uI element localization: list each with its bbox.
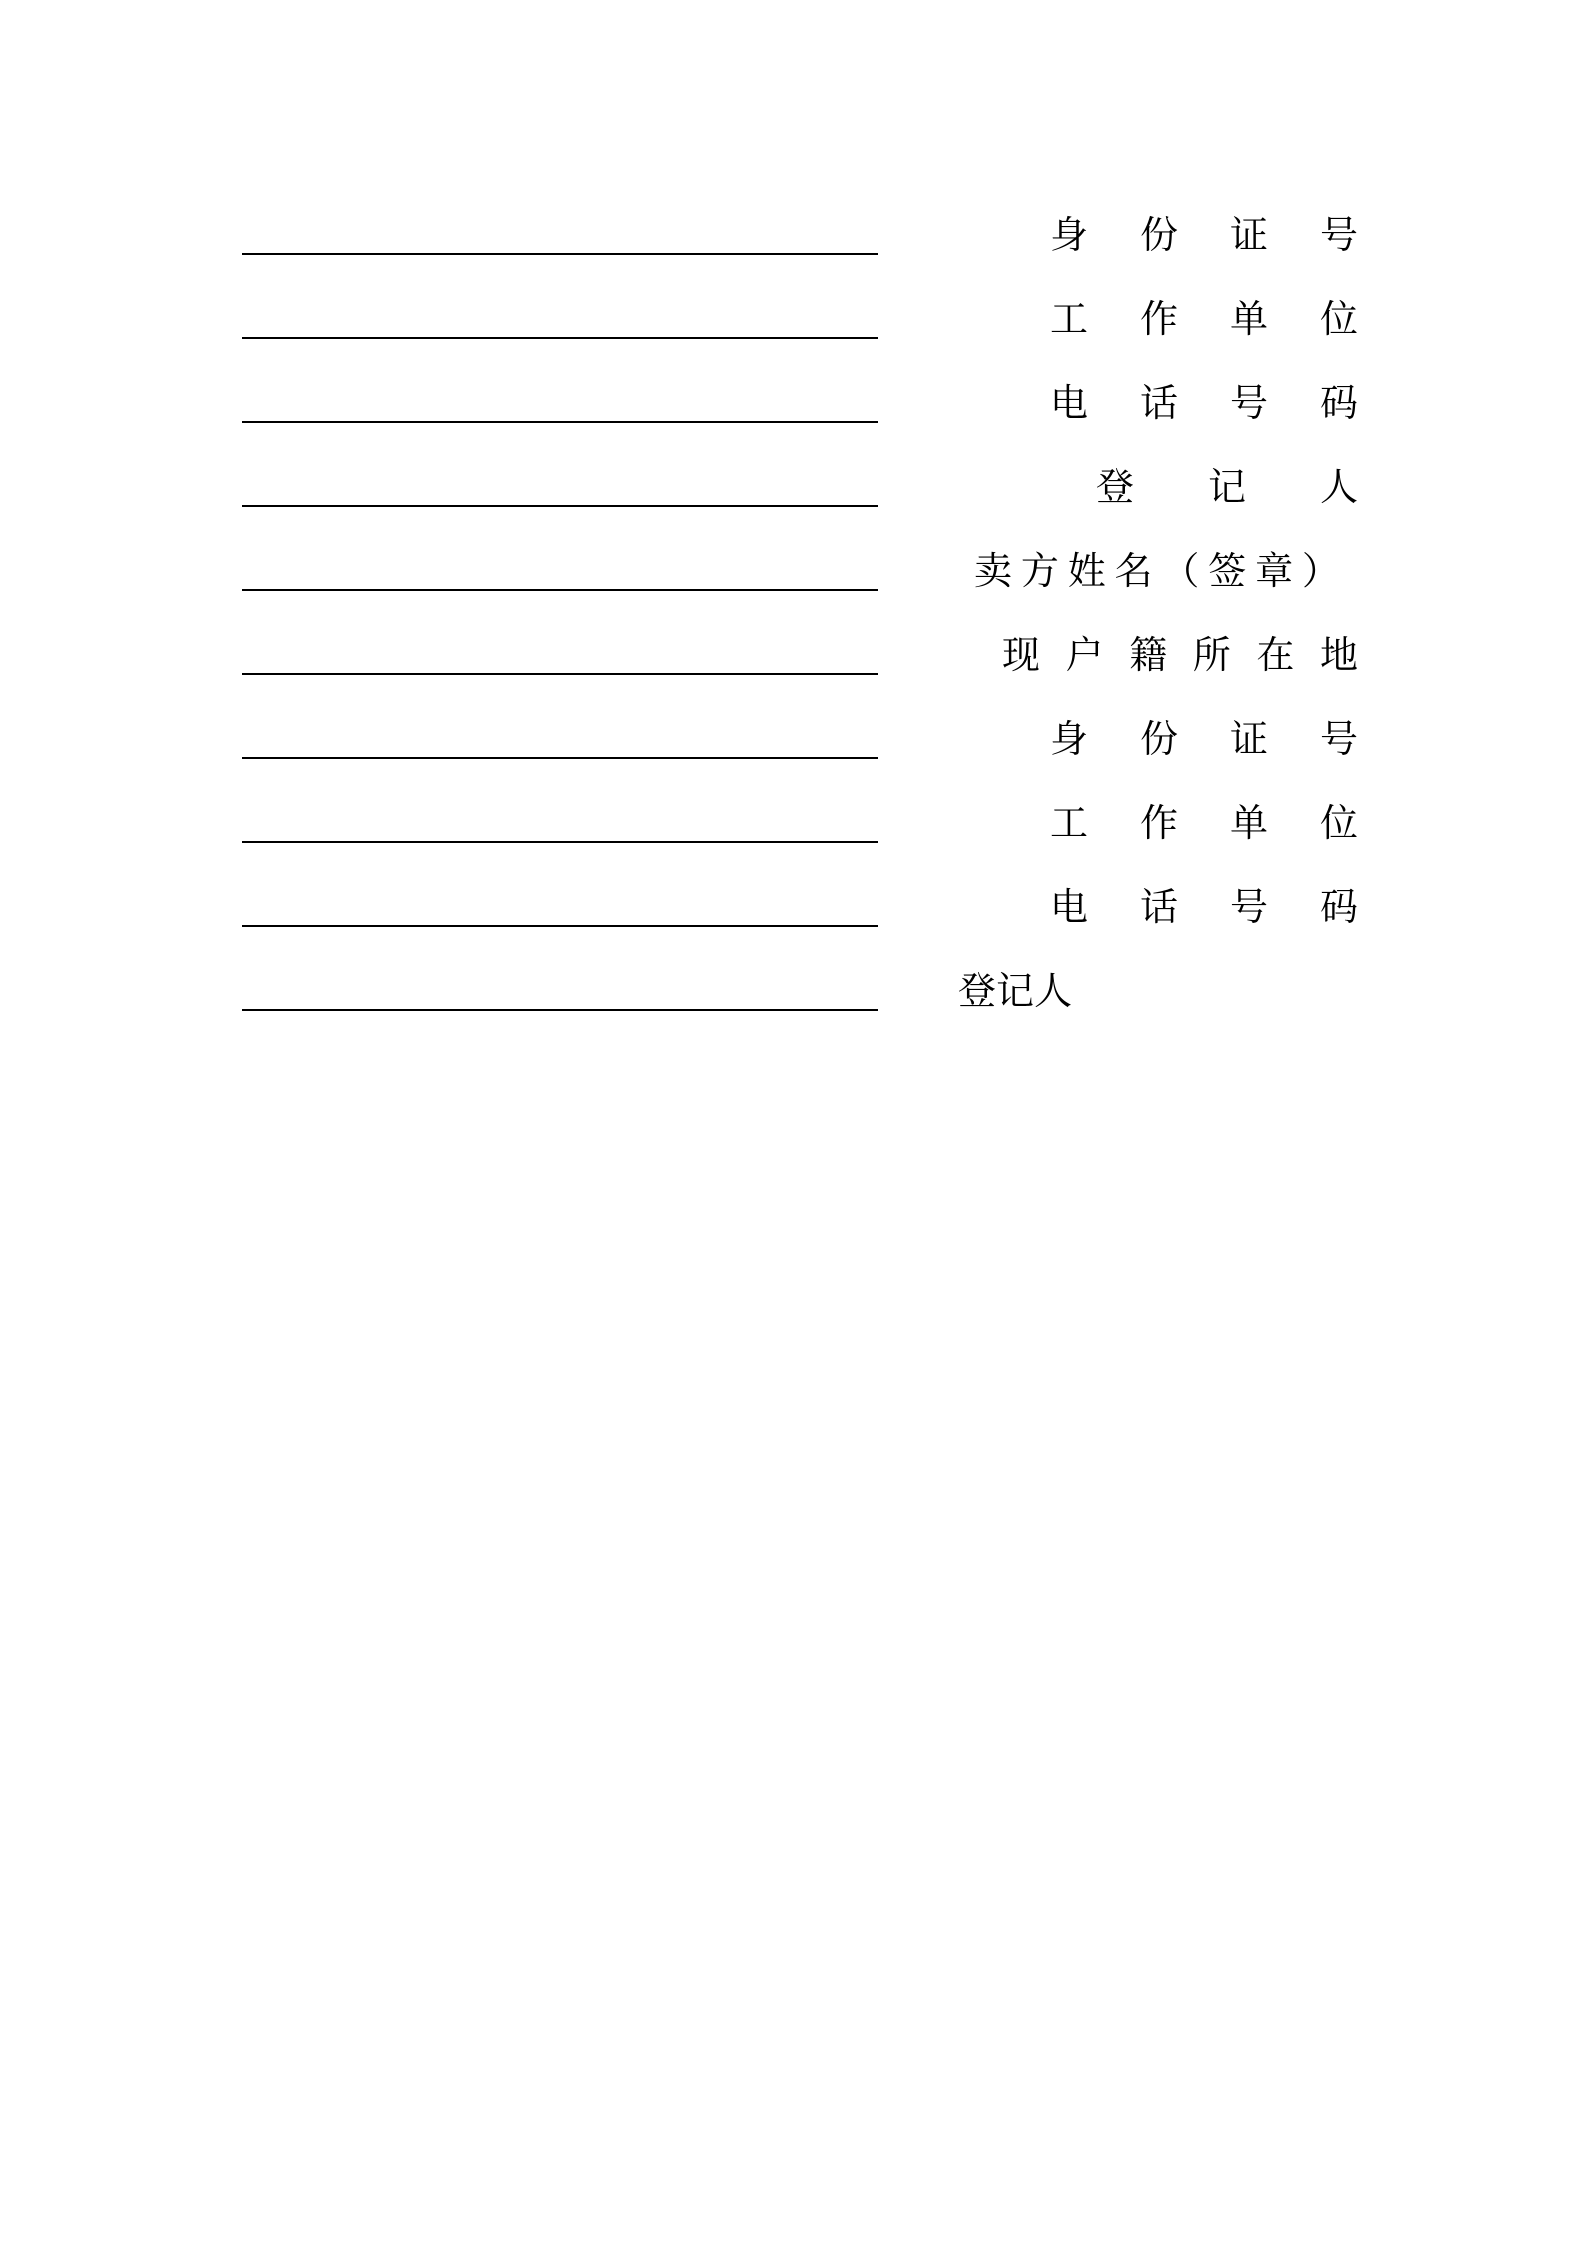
field-label: 登 记 人 bbox=[1096, 465, 1358, 509]
form-row-id-number-2 bbox=[0, 704, 1586, 774]
fill-in-line[interactable] bbox=[242, 1009, 878, 1011]
fill-in-line[interactable] bbox=[242, 505, 878, 507]
fill-in-line[interactable] bbox=[242, 673, 878, 675]
fill-in-line[interactable] bbox=[242, 925, 878, 927]
field-label: 身 份 证 号 bbox=[1050, 717, 1358, 761]
field-label: 身 份 证 号 bbox=[1050, 213, 1358, 257]
form-row-household-registration bbox=[0, 620, 1586, 690]
fill-in-line[interactable] bbox=[242, 757, 878, 759]
form-row-phone-2 bbox=[0, 872, 1586, 942]
field-label: 工 作 单 位 bbox=[1050, 801, 1358, 845]
field-label: 电 话 号 码 bbox=[1050, 381, 1358, 425]
field-label: 电 话 号 码 bbox=[1050, 885, 1358, 929]
form-row-registrar-2 bbox=[0, 956, 1586, 1026]
field-label: 卖 方 姓 名 （ 签 章 ） bbox=[974, 549, 1340, 593]
form-row-phone-1 bbox=[0, 368, 1586, 438]
fill-in-line[interactable] bbox=[242, 589, 878, 591]
field-label: 工 作 单 位 bbox=[1050, 297, 1358, 341]
form-row-employer-2 bbox=[0, 788, 1586, 858]
form-row-id-number-1 bbox=[0, 200, 1586, 270]
form-row-employer-1 bbox=[0, 284, 1586, 354]
fill-in-line[interactable] bbox=[242, 253, 878, 255]
form-row-seller-name bbox=[0, 536, 1586, 606]
fill-in-line[interactable] bbox=[242, 421, 878, 423]
form-row-registrar-1 bbox=[0, 452, 1586, 522]
field-label: 登记人 bbox=[958, 969, 1073, 1013]
fill-in-line[interactable] bbox=[242, 337, 878, 339]
fill-in-line[interactable] bbox=[242, 841, 878, 843]
field-label: 现 户 籍 所 在 地 bbox=[1002, 633, 1358, 677]
